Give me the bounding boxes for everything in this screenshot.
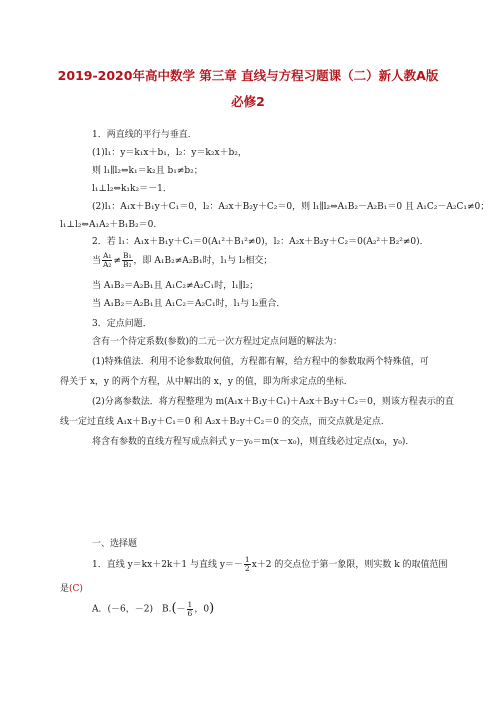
text-line-separate-parameter-2: 线一定过直线 A₁x＋B₁y＋C₁＝0 和 A₂x＋B₂y＋C₂＝0 的交点，而交点就是定点． — [60, 417, 390, 427]
fraction-a1-a2 — [102, 252, 112, 269]
minus-sign: － — [176, 604, 186, 615]
right-paren: ) — [209, 601, 215, 616]
text-fragment: 1．直线 y＝kx＋2k＋1 与直线 y＝－ — [92, 560, 243, 570]
text-line-coincide-general: 当 A₁B₂＝A₂B₁且 A₁C₂＝A₂C₁时，l₁与 l₂重合． — [92, 299, 286, 309]
text-line-parallel-general: 当 A₁B₂＝A₂B₁且 A₁C₂≠A₂C₁时，l₁∥l₂； — [92, 281, 259, 291]
left-paren: ( — [171, 601, 177, 616]
text-fragment: 当 — [92, 256, 102, 266]
text-line-special-value-2: 得关于 x，y 的两个方程，从中解出的 x，y 的值，即为所求定点的坐标． — [60, 377, 353, 387]
fraction-one-sixth — [187, 601, 194, 618]
text-line-intersect-condition — [92, 252, 472, 270]
heading-parallel-perpendicular: 1．两直线的平行与垂直． — [92, 130, 197, 140]
text-line-fixed-point-intro: 含有一个待定系数(参数)的二元一次方程过定点问题的解法为： — [92, 337, 343, 347]
fraction-denominator: 6 — [187, 608, 193, 618]
text-line-general-form: (2)l₁：A₁x＋B₁y＋C₁＝0，l₂：A₂x＋B₂y＋C₂＝0，则 l₁∥l₂⇔A₁B₂－A₂B₁＝0 且 A₁C₂－A₂C₁≠0； — [92, 202, 490, 212]
fraction-denominator: B₂ — [123, 260, 132, 269]
text-line-perpendicular-condition: l₁⊥l₂⇔k₁k₂＝－1． — [92, 184, 172, 194]
question-1-line-2 — [60, 583, 440, 595]
fraction-numerator: B₁ — [123, 251, 132, 260]
text-line-parallel-condition: 则 l₁∥l₂⇔k₁＝k₂且 b₁≠b₂； — [92, 166, 203, 176]
document-title-line2: 必修2 — [231, 94, 265, 109]
heading-fixed-point: 3．定点问题． — [92, 319, 152, 329]
not-equal-sign: ≠ — [113, 256, 121, 266]
fraction-numerator: 1 — [244, 555, 250, 564]
fraction-b1-b2 — [122, 252, 133, 269]
text-fragment: ，0 — [194, 604, 210, 615]
option-a: A．(－6，－2) B. — [92, 604, 172, 615]
section-heading-choice: 一、选择题 — [92, 539, 138, 549]
fraction-numerator: 1 — [187, 599, 193, 609]
text-fragment: ，即 A₁B₂≠A₂B₁时，l₁与 l₂相交； — [133, 256, 273, 266]
fraction-numerator: A₁ — [103, 251, 112, 260]
heading-general-relations: 2．若 l₁：A₁x＋B₁y＋C₁＝0(A₁²＋B₁²≠0)，l₂：A₂x＋B₂y＋C₂＝0(A₂²＋B₂²≠0)． — [92, 237, 429, 247]
text-line-general-perpendicular: l₁⊥l₂⇔A₁A₂＋B₁B₂＝0. — [60, 220, 157, 230]
text-line-special-value-1: (1)特殊值法．利用不论参数取何值，方程都有解，给方程中的参数取两个特殊值，可 — [92, 357, 429, 367]
fraction-denominator: 2 — [244, 564, 250, 573]
text-fragment: 是 — [60, 584, 70, 594]
fraction-denominator: A₂ — [103, 260, 112, 269]
question-1-options — [92, 598, 472, 621]
text-fragment: x＋2 的交点位于第一象限，则实数 k 的取值范围 — [251, 560, 448, 570]
text-line-slope-form: (1)l₁：y＝k₁x＋b₁，l₂：y＝k₂x＋b₂， — [92, 148, 247, 158]
fraction-one-half — [244, 556, 251, 573]
text-line-point-slope: 将含有参数的直线方程写成点斜式 y－y₀＝m(x－x₀)，则直线必过定点(x₀，y₀)． — [92, 437, 415, 447]
document-title-line1: 2019-2020年高中数学 第三章 直线与方程习题课（二）新人教A版 — [57, 68, 439, 83]
text-line-separate-parameter-1: (2)分离参数法．将方程整理为 m(A₁x＋B₁y＋C₁)＋A₂x＋B₂y＋C₂＝0，则该方程表示的直 — [92, 397, 454, 407]
question-1-line-1 — [92, 556, 472, 574]
answer-label: (C) — [69, 584, 83, 594]
